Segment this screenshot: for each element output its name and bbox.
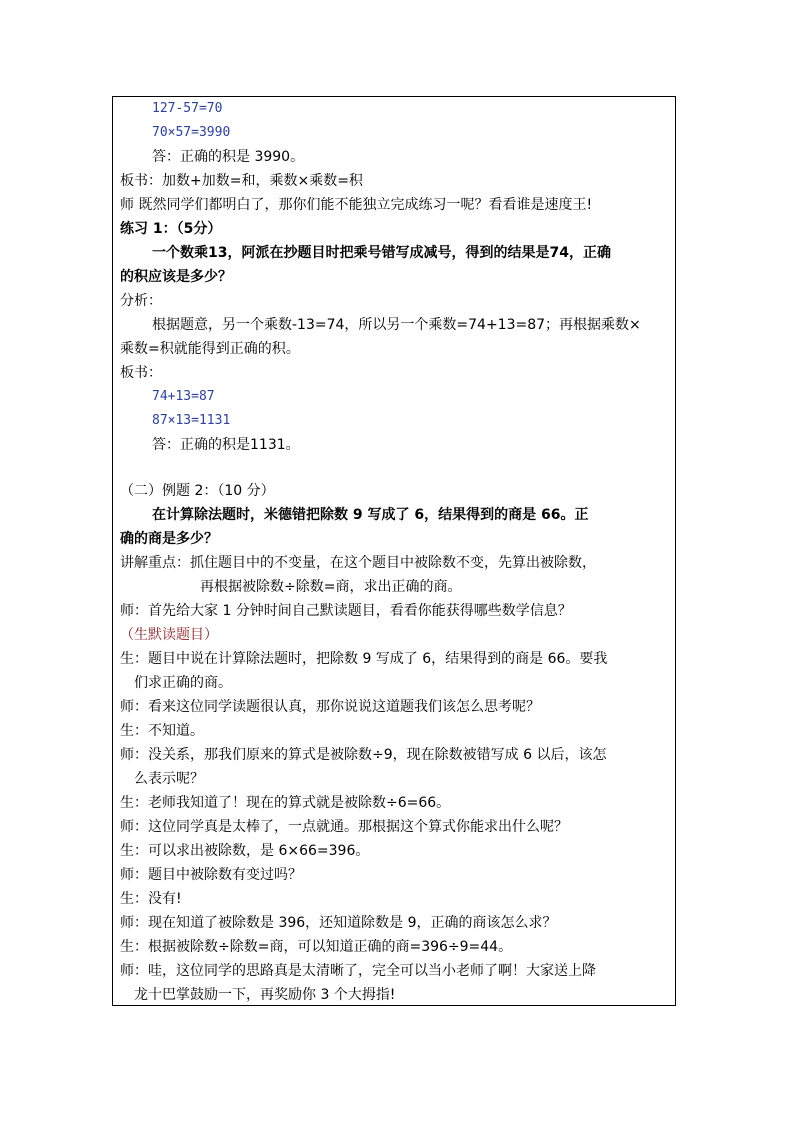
- board-note-1: 板书：加数+加数=和，乘数×乘数=积: [120, 173, 363, 189]
- lesson-content: [120, 97, 670, 1007]
- dialog-student-4: 生：可以求出被除数，是 6×66=396。: [120, 843, 370, 859]
- dialog-student-1b: 们求正确的商。: [134, 675, 232, 691]
- dialog-student-6: 生：根据被除数÷除数=商，可以知道正确的商=396÷9=44。: [120, 939, 513, 955]
- dialog-teacher-6: 师：现在知道了被除数是 396，还知道除数是 9，正确的商该怎么求？: [120, 915, 557, 931]
- calc-line-3: 74+13=87: [152, 389, 215, 404]
- dialog-teacher-7a: 师：哇，这位同学的思路真是太清晰了，完全可以当小老师了啊！大家送上降: [120, 963, 596, 979]
- board-note-2: 板书：: [120, 365, 162, 381]
- dialog-student-1a: 生：题目中说在计算除法题时，把除数 9 写成了 6，结果得到的商是 66。要我: [120, 651, 608, 667]
- dialog-teacher-5: 师：题目中被除数有变过吗？: [120, 867, 302, 883]
- stage-direction: （生默读题目）: [120, 627, 218, 643]
- dialog-student-3: 生：老师我知道了！现在的算式就是被除数÷6=66。: [120, 795, 451, 811]
- exercise-1-question-1: 一个数乘13，阿派在抄题目时把乘号错写成减号，得到的结果是74，正确: [152, 245, 611, 261]
- dialog-teacher-7b: 龙十巴掌鼓励一下，再奖励你 3 个大拇指!: [134, 987, 396, 1003]
- dialog-teacher-3a: 师：没关系，那我们原来的算式是被除数÷9，现在除数被错写成 6 以后，该怎: [120, 747, 607, 763]
- dialog-teacher-1: 师：首先给大家 1 分钟时间自己默读题目，看看你能获得哪些数学信息？: [120, 603, 572, 619]
- example-2-title: [120, 479, 670, 503]
- exercise-1-title: 练习 1：（5分）: [120, 221, 222, 237]
- dialog-teacher-3b: 么表示呢？: [134, 771, 204, 787]
- example-2-question-1: 在计算除法题时，米德错把除数 9 写成了 6，结果得到的商是 66。正: [152, 507, 589, 523]
- analysis-text-1: 根据题意，另一个乘数-13=74，所以另一个乘数=74+13=87；再根据乘数×: [152, 317, 641, 333]
- calc-line-2: 70×57=3990: [152, 125, 231, 140]
- teacher-line-1: 师 既然同学们都明白了，那你们能不能独立完成练习一呢？看看谁是速度王!: [120, 197, 593, 213]
- example-2-question-2: 确的商是多少？: [120, 531, 218, 547]
- key-point-1: 讲解重点：抓住题目中的不变量，在这个题目中被除数不变，先算出被除数，: [120, 555, 596, 571]
- answer-line-1: 答：正确的积是 3990。: [152, 149, 305, 165]
- key-point-2: 再根据被除数÷除数=商，求出正确的商。: [200, 579, 462, 595]
- answer-line-2: 答：正确的积是1131。: [152, 437, 300, 453]
- exercise-1-question-2: 的积应该是多少？: [120, 269, 232, 285]
- spacer: [120, 457, 670, 479]
- dialog-student-2: 生：不知道。: [120, 723, 204, 739]
- dialog-teacher-2: 师：看来这位同学读题很认真，那你说说这道题我们该怎么思考呢？: [120, 699, 540, 715]
- calc-line-4: 87×13=1131: [152, 413, 231, 428]
- analysis-text-2: 乘数=积就能得到正确的积。: [120, 341, 300, 357]
- analysis-label: 分析：: [120, 293, 162, 309]
- calc-line-1: 127-57=70: [152, 101, 223, 116]
- dialog-student-5: 生：没有!: [120, 891, 182, 907]
- dialog-teacher-4: 师：这位同学真是太棒了，一点就通。那根据这个算式你能求出什么呢？: [120, 819, 568, 835]
- example-2-title-text: （二）例题 2：（10 分）: [120, 483, 275, 499]
